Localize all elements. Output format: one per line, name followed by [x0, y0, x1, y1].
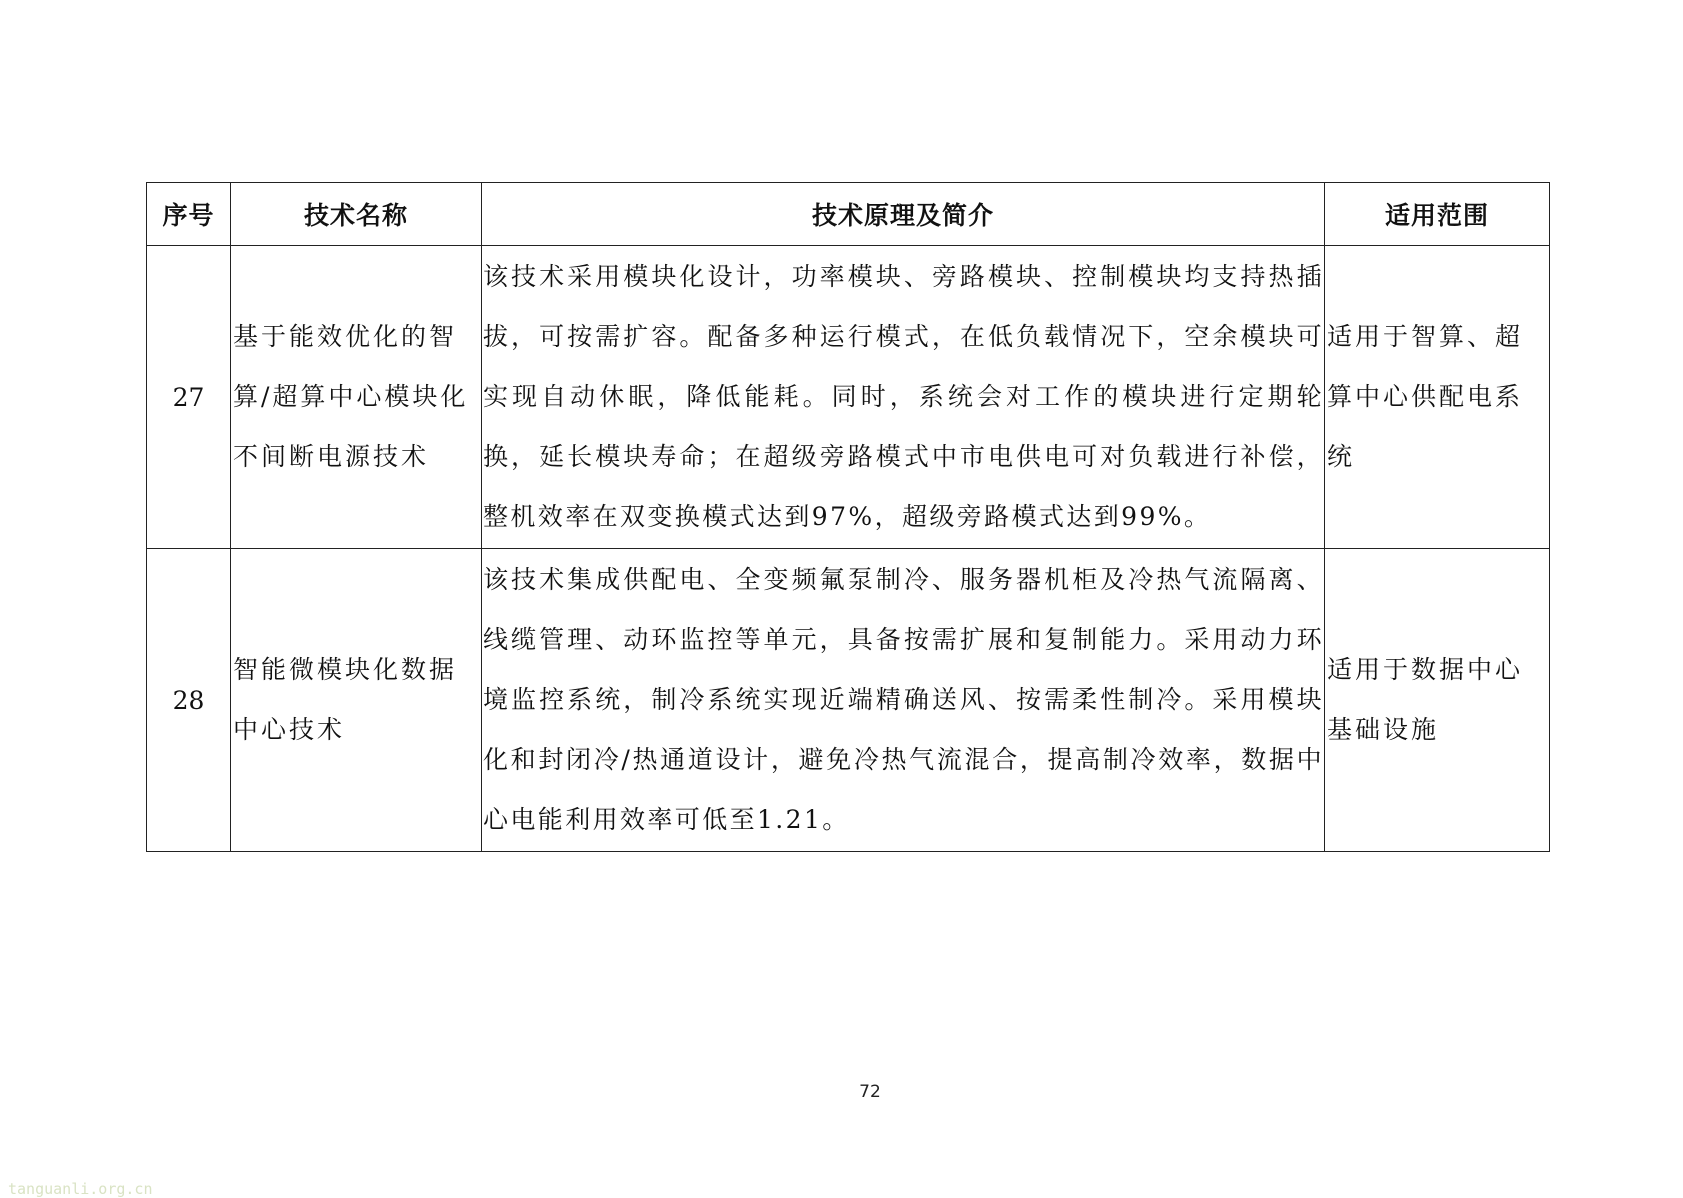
row-serial-number: 27: [147, 246, 231, 549]
row-application-scope: 适用于数据中心基础设施: [1325, 549, 1550, 852]
table-row: [147, 246, 1550, 549]
row-technology-name: 智能微模块化数据中心技术: [231, 549, 482, 852]
header-application-scope: 适用范围: [1325, 183, 1550, 246]
row-technology-name: 基于能效优化的智算/超算中心模块化不间断电源技术: [231, 246, 482, 549]
table-header-row: [147, 183, 1550, 246]
row-technology-description: 该技术集成供配电、全变频氟泵制冷、服务器机柜及冷热气流隔离、线缆管理、动环监控等单元，具备按需扩展和复制能力。采用动力环境监控系统，制冷系统实现近端精确送风、按需柔性制冷。采用模块化和封闭冷/热通道设计，避免冷热气流混合，提高制冷效率，数据中心电能利用效率可低至1.21。: [482, 549, 1325, 852]
row-application-scope: 适用于智算、超算中心供配电系统: [1325, 246, 1550, 549]
technology-table: [146, 182, 1550, 852]
row-technology-description: 该技术采用模块化设计，功率模块、旁路模块、控制模块均支持热插拔，可按需扩容。配备多种运行模式，在低负载情况下，空余模块可实现自动休眠，降低能耗。同时，系统会对工作的模块进行定期轮换，延长模块寿命；在超级旁路模式中市电供电可对负载进行补偿，整机效率在双变换模式达到97%，超级旁路模式达到99%。: [482, 246, 1325, 549]
row-serial-number: 28: [147, 549, 231, 852]
header-technology-description: 技术原理及简介: [482, 183, 1325, 246]
header-serial-number: 序号: [147, 183, 231, 246]
page-number: 72: [859, 1082, 881, 1102]
site-watermark: tanguanli.org.cn: [8, 1180, 153, 1198]
header-technology-name: 技术名称: [231, 183, 482, 246]
table-row: [147, 549, 1550, 852]
